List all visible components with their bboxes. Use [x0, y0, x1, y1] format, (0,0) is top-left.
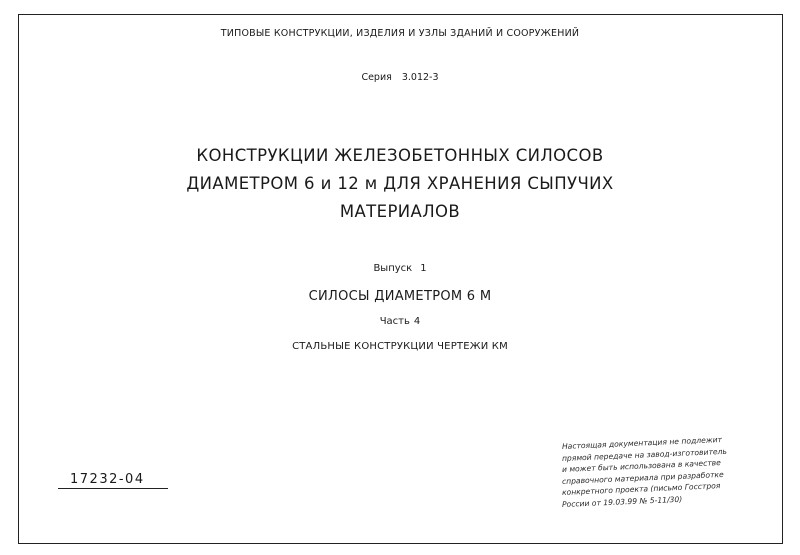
- subtitle: СИЛОСЫ ДИАМЕТРОМ 6 М: [308, 289, 492, 304]
- note-line-1: Настоящая документация не подлежит: [561, 435, 723, 451]
- issue-line: [0, 263, 800, 274]
- part-label: Часть: [379, 316, 410, 327]
- handwritten-note: [561, 435, 767, 541]
- title-line-3: МАТЕРИАЛОВ: [339, 202, 461, 221]
- part-line: [0, 316, 800, 327]
- part-number: 4: [413, 316, 421, 327]
- note-line-4: справочного материала при разработке: [561, 469, 724, 486]
- document-number-underline: [58, 488, 168, 489]
- series-label: Серия: [361, 72, 392, 83]
- note-line-5: конкретного проекта (письмо Госстроя: [561, 481, 721, 497]
- note-line-3: и может быть использована в качестве: [561, 458, 722, 474]
- document-number: 17232-04: [70, 472, 145, 487]
- section-title: СТАЛЬНЫЕ КОНСТРУКЦИИ ЧЕРТЕЖИ КМ: [292, 341, 508, 352]
- title-line-1: КОНСТРУКЦИИ ЖЕЛЕЗОБЕТОННЫХ СИЛОСОВ: [196, 146, 604, 165]
- title-line-2: ДИАМЕТРОМ 6 и 12 м ДЛЯ ХРАНЕНИЯ СЫПУЧИХ: [186, 174, 614, 193]
- series-line: [0, 72, 800, 83]
- issue-number: 1: [420, 263, 427, 274]
- series-number: 3.012-3: [401, 72, 439, 83]
- note-line-6: России от 19.03.99 № 5-11/30): [561, 494, 683, 509]
- document-header: ТИПОВЫЕ КОНСТРУКЦИИ, ИЗДЕЛИЯ И УЗЛЫ ЗДАНИЙ И СООРУЖЕНИЙ: [220, 28, 580, 39]
- note-line-2: прямой передаче на завод-изготовитель: [561, 446, 728, 463]
- issue-label: Выпуск: [373, 263, 413, 274]
